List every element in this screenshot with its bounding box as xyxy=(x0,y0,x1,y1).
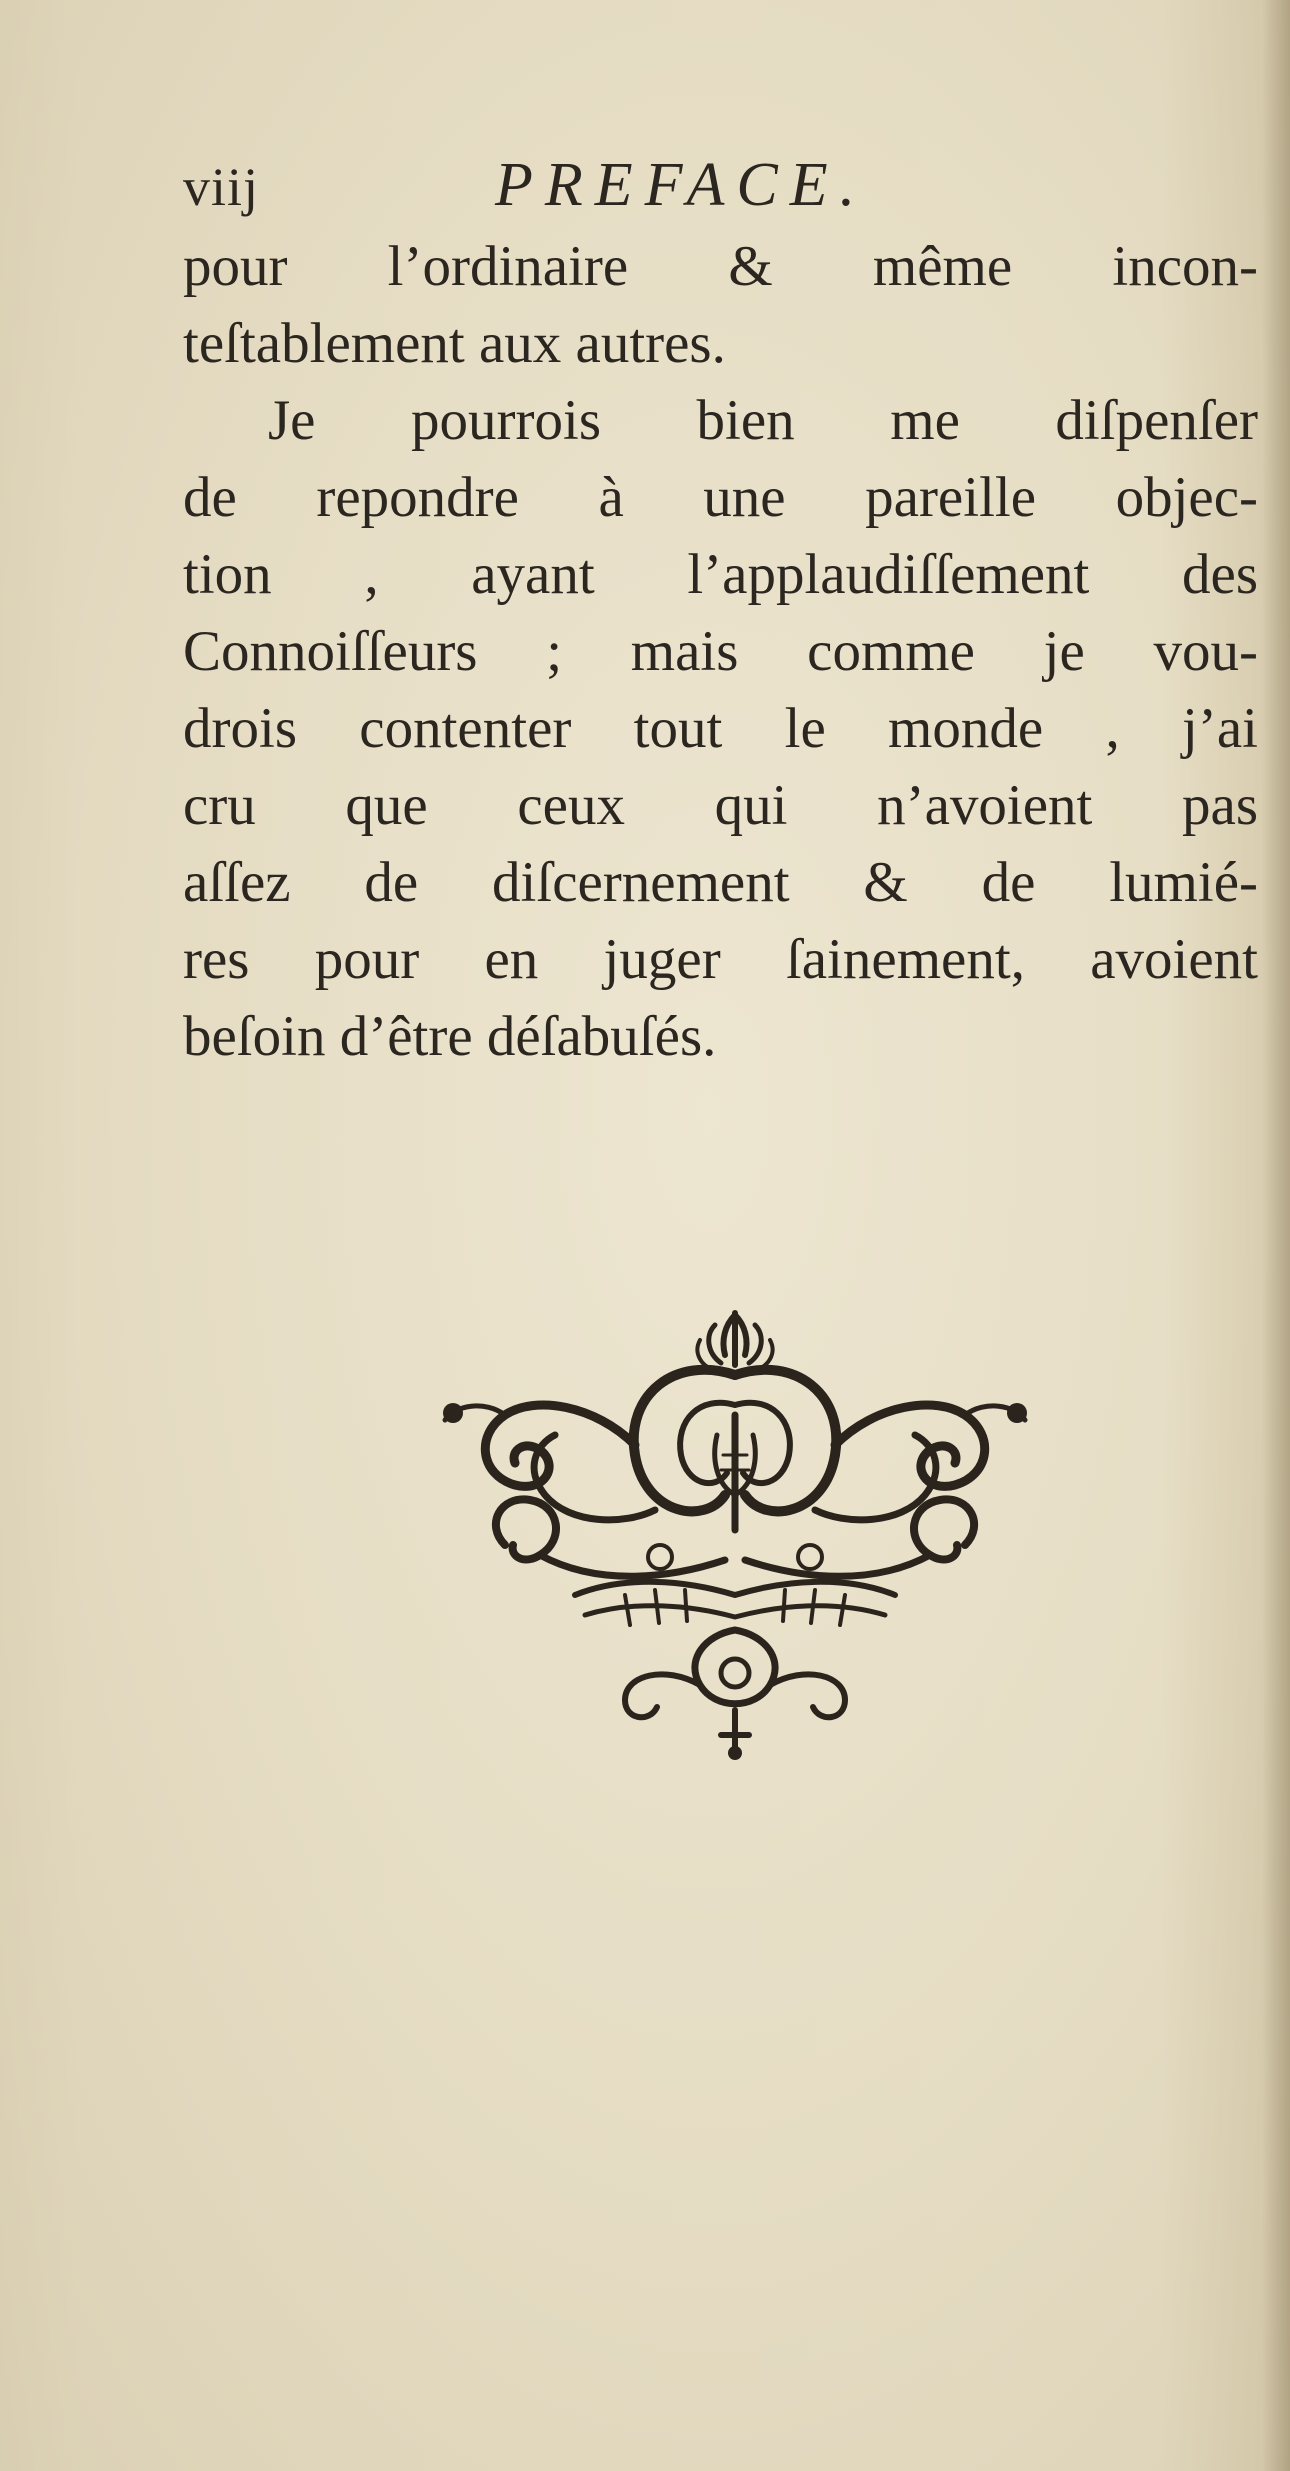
text-line: tion , ayant l’applaudiſſement des xyxy=(183,543,1258,606)
fleuron-ornament-icon xyxy=(425,1295,1045,1765)
running-head xyxy=(183,150,1083,230)
body-text xyxy=(183,228,1258,1075)
text-line: beſoin d’être déſabuſés. xyxy=(183,1005,717,1068)
text-line: res pour en juger ſainement, avoient xyxy=(183,928,1258,991)
page-number: viij xyxy=(183,157,260,217)
running-head-title: PREFACE. xyxy=(495,151,868,219)
text-line: cru que ceux qui n’avoient pas xyxy=(183,774,1258,837)
text-line: aſſez de diſcernement & de lumié- xyxy=(183,851,1258,914)
text-line: pour l’ordinaire & même incon- xyxy=(183,235,1258,298)
page-gutter-shadow xyxy=(1262,0,1290,2471)
text-line: de repondre à une pareille objec- xyxy=(183,466,1258,529)
text-line: drois contenter tout le monde , j’ai xyxy=(183,697,1258,760)
text-line: teſtablement aux autres. xyxy=(183,312,726,375)
text-line: Je pourrois bien me diſpenſer xyxy=(268,389,1258,452)
text-line: Connoiſſeurs ; mais comme je vou- xyxy=(183,620,1258,683)
